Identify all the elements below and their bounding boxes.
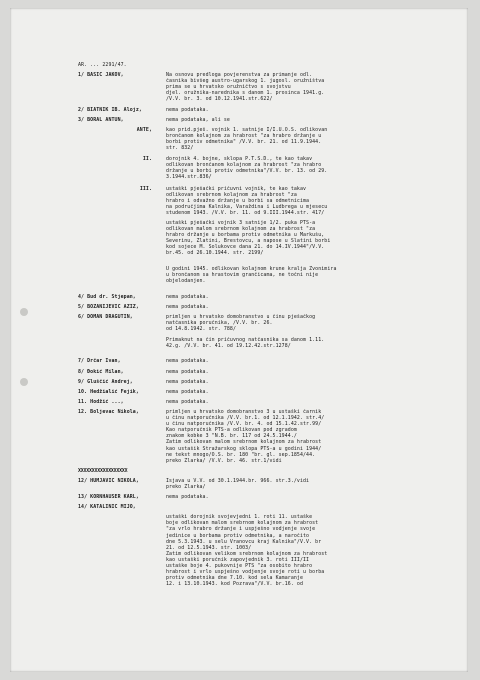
record-entry: [78, 399, 452, 405]
record-name: 10. Hedžialić Fejik,: [78, 388, 139, 395]
record-text: [166, 358, 452, 364]
text-line: ne tekst mnogo/O.S. br. 180 "br. gl. sep.1854/44.: [166, 451, 316, 458]
record-text: [166, 409, 452, 464]
text-line: objelodanjen.: [166, 277, 206, 284]
text-line: ustaški pješački pričuvni vojnik, te kao takav: [166, 185, 307, 192]
text-line: znakom kobke 3 "N.B. br. 117 od 24.5.1944./: [166, 433, 297, 440]
text-line: od 14.8.1942. str. 788/: [166, 326, 237, 333]
record-text: [166, 304, 452, 310]
record-subsection: [78, 186, 452, 289]
text-line: 12. i 13.10.1943. kod Pozrava"/V.V. br.16. od: [166, 581, 303, 588]
entry-list: [78, 294, 452, 510]
record-entry: [78, 358, 452, 364]
record-subsection: [78, 127, 452, 151]
record-text: [166, 468, 452, 474]
text-line: prima se u hrvatsko oružničtvo s svojstvu: [166, 84, 291, 91]
text-line: 42.g. /V.V. br. 41. od 19.12.42.str.1278/: [166, 343, 291, 350]
text-line: Zatim odlikovan velikom srebrnom kolajnom za hrabrost: [166, 550, 328, 557]
text-line: Ševerinu, Zlatini, Brestovcu, a napose u Slatini borbi: [166, 238, 331, 245]
record-name: 5/ BOZANIJEVIĆ AZIZ,: [78, 303, 139, 310]
record-entry: [78, 504, 452, 510]
text-line: odlikovan brončanom kolajnom za hrabrost "za hrabro: [166, 162, 322, 169]
text-line: kod sojece M. Solukovce dana 21. do 14.IV.1944"/V.V.: [166, 244, 325, 251]
text-line: u brončanom sa hrastovim grančicama, ne točni nije: [166, 271, 319, 278]
text-line: studenom 1943. /V.V. br. 11. od 9.III.1944.str. 417/: [166, 209, 325, 216]
text-line: nema podataka.: [166, 398, 209, 405]
text-line: preko Zlarka/: [166, 483, 206, 490]
text-line: Zatim odlikovan malom srebrnom kolajnom za hrabrost: [166, 439, 322, 446]
text-line: nema podataka.: [166, 358, 209, 365]
record-entry: [78, 314, 452, 354]
record-paragraph: [166, 337, 452, 349]
record-name: 9/ Gluščić Andrej,: [78, 378, 133, 385]
record-name: 14/ KATALINIĆ MIJO,: [78, 504, 136, 511]
record-text: [166, 294, 452, 300]
record-entry: [78, 304, 452, 310]
subsection-label: III.: [139, 185, 152, 192]
record-paragraph: [166, 220, 452, 257]
text-line: nema podataka.: [166, 378, 209, 385]
text-line: boje odlikovan malom srebrnom kolajnom za hrabrost: [166, 520, 319, 527]
text-line: držanje u borbi protiv odmetnika"/V.V. br. 13. od 29.: [166, 168, 328, 175]
record-name: 3/ BORAL ANTUN,: [78, 116, 124, 123]
text-line: djel. oružnika-narednika s danom 1. prosinca 1941.g.: [166, 90, 325, 97]
record-name: 12/ HUMJAVIĆ NIKOLA,: [78, 477, 139, 484]
record-entry: [78, 369, 452, 375]
record-name: 12. Boljevac Nikola,: [78, 408, 139, 415]
record-entry: [78, 294, 452, 300]
text-line: "za vrlo hrabro držanje i uspješno vodjenje svoje: [166, 526, 316, 533]
text-line: nema podataka.: [166, 368, 209, 375]
record-name: 13/ KORNHAUSER KARL,: [78, 494, 139, 501]
document-body: [78, 62, 452, 587]
closing-paragraph: [166, 514, 452, 587]
text-line: Kao natporučnik PTS-a odlikovan pod zgradom: [166, 427, 297, 434]
text-line: u činu natporučnika /V.V. br. 4. od 15.1.42.str.99/: [166, 421, 322, 428]
text-line: nema podataka.: [166, 388, 209, 395]
text-line: nema podataka.: [166, 303, 209, 310]
text-line: hrabro i odvažno držanje u borbi sa odmetnicima: [166, 197, 310, 204]
record-text: [166, 389, 452, 395]
text-line: nema podataka.: [166, 293, 209, 300]
record-name: 8/ Đokić Milan,: [78, 368, 124, 375]
text-line: dorojnik 4. bojne, sklopa P.T.S.D., te kao takav: [166, 156, 313, 163]
record-entry: [78, 494, 452, 500]
entry-list: [78, 72, 452, 123]
record-text: [166, 369, 452, 375]
subsection-label: ANTE,: [136, 126, 152, 133]
text-line: odlikovan malom srebrnom kolajnom za hrabrost "za: [166, 226, 316, 233]
text-line: u činu natporučnika /V.V. br.1. od 12.1.1942. str.4/: [166, 415, 325, 422]
record-entry: [78, 72, 452, 102]
record-text: [166, 314, 452, 354]
subsection-text: [166, 186, 452, 289]
subsection-label: II.: [142, 156, 152, 163]
record-entry: [78, 117, 452, 123]
record-entry: [78, 409, 452, 464]
record-paragraph: [166, 314, 452, 332]
text-line: nema podataka.: [166, 494, 209, 501]
text-line: Isjava u V.V. od 30.1.1944.br. 966. str.3./vidi: [166, 477, 310, 484]
text-line: kao ustašik Stražarskog sklopa PTS-a u godini 1944/: [166, 445, 322, 452]
text-line: br.45. od 26.10.1944. str. 2199/: [166, 250, 264, 257]
text-line: primljen u hrvatsko domobranstvo u činu pješačkog: [166, 314, 316, 320]
record-text: [166, 504, 452, 510]
text-line: brončanom kolajnom za hrabrost "za hrabro držanje u: [166, 132, 322, 139]
record-name: XXXXXXXXXXXXXXXXXX: [78, 467, 128, 474]
text-line: odlikovan srebrnom kolajnom za hrabrost "za: [166, 191, 297, 198]
text-line: hrabrost i vrlo uspješno vodjenje svoje roti u borba: [166, 569, 325, 576]
text-line: nema podataka, ali se: [166, 116, 230, 123]
text-line: hrabro držanje u borbama protiv odmetnika u Markušu,: [166, 232, 325, 239]
text-line: kao prid.pješ. vojnik 1. satnije I/I.U.O.S. odlikovan: [166, 126, 328, 133]
text-line: /V.V. br. 3. od 10.12.1941.str.622/: [166, 96, 273, 103]
subsection-text: [166, 156, 452, 180]
text-line: časnika bivšeg austro-ugarskog 1. jugosl. oružništva: [166, 78, 325, 85]
text-line: str. 832/: [166, 145, 194, 152]
record-paragraph: [166, 266, 452, 284]
text-line: ustaški dorojnik svojevjedni 1. roti 11. ustaške: [166, 514, 313, 521]
record-name: 4/ Bud dr. Stjepan,: [78, 293, 136, 300]
record-text: [166, 478, 452, 490]
record-subsection: [78, 156, 452, 180]
record-entry: [78, 379, 452, 385]
text-line: borbi protiv odmetnika" /V.V. br. 21. od 11.9.1944.: [166, 138, 322, 145]
text-line: dne 5.3.1943. u selu Vranovcu kraj Kalnika"/V.V. br: [166, 538, 322, 545]
text-line: 3.1944.str.836/: [166, 174, 212, 181]
document-reference: AR. ... 2291/47.: [78, 62, 127, 68]
record-text: [166, 494, 452, 500]
text-line: ustaški pješački vojnik 3 satnije 1/2. puka PTS-a: [166, 219, 316, 226]
section-list: [78, 127, 452, 289]
text-line: primljen u hrvatsko domobranstvo 3 u ustaški čarnik: [166, 408, 322, 415]
text-line: kao ustaški poručnik zapovjednik 3. roti III/II: [166, 556, 310, 563]
record-entry: [78, 107, 452, 113]
text-line: na područjima Kalnika, Varaždina i Ludbrega u mjesecu: [166, 203, 328, 210]
record-text: [166, 107, 452, 113]
record-name: 11. Hodžić ...,: [78, 398, 124, 405]
record-name: 2/ BIATNIK IB. Alojz,: [78, 106, 142, 113]
text-line: Primaknut na čin pričuvnog natčasnika sa danom 1.11.: [166, 337, 325, 344]
text-line: jedinice u borbama protiv odmetnika, a naročito: [166, 532, 310, 539]
subsection-text: [166, 127, 452, 151]
record-name: 7/ Drčar Ivan,: [78, 358, 121, 365]
text-line: natčasnika poručnika, /V.V. br. 26.: [166, 320, 273, 327]
text-line: Na osnovu predloga povjerenstva za primanje odl.: [166, 72, 313, 79]
record-entry: [78, 468, 452, 474]
record-text: [166, 72, 452, 102]
record-name: 1/ BAŠIĆ JAKOV,: [78, 72, 124, 79]
text-line: U godini 1945. odlikovan kolajnom krune kralja Zvonimira: [166, 265, 337, 272]
record-entry: [78, 389, 452, 395]
record-text: [166, 399, 452, 405]
text-line: ustaške boje 4. pukovnije PTS "za osobito hrabro: [166, 563, 313, 569]
record-entry: [78, 478, 452, 490]
text-line: preko Zlarka/ /V.V. br. 46. str.1/vidi: [166, 457, 282, 464]
record-text: [166, 117, 452, 123]
text-line: protiv odmetnika dne 7.10. kod sela Kamaranje: [166, 575, 303, 582]
punch-hole: [20, 378, 28, 386]
text-line: nema podataka.: [166, 106, 209, 113]
record-text: [166, 379, 452, 385]
punch-hole: [20, 308, 28, 316]
text-line: 21. od 12.5.1943. str. 1003/: [166, 544, 252, 551]
record-name: 6/ DOMAN DRAGUTIN,: [78, 314, 133, 320]
